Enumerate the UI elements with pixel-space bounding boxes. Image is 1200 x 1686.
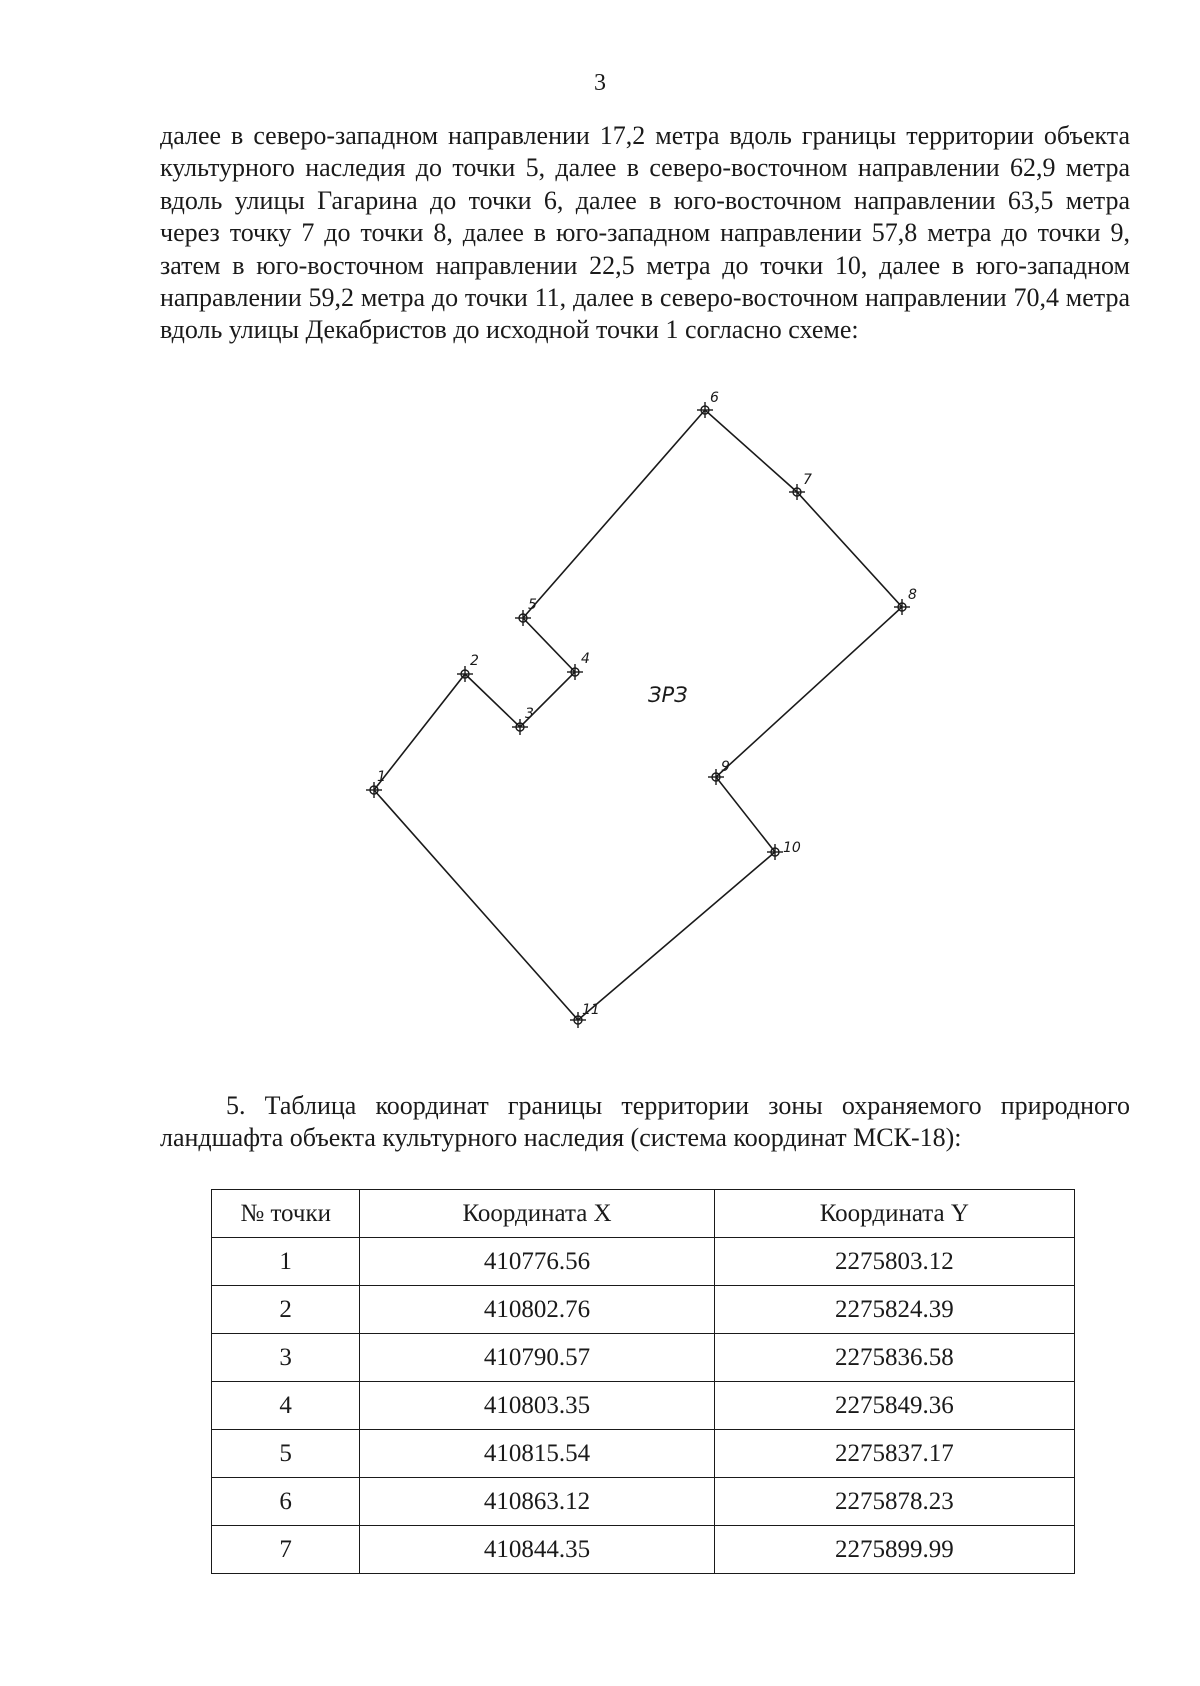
cell-point-number: 1 <box>212 1238 360 1286</box>
cell-coordinate-x: 410844.35 <box>360 1526 714 1574</box>
cell-coordinate-x: 410863.12 <box>360 1478 714 1526</box>
table-row <box>212 1430 1075 1478</box>
cell-point-number: 2 <box>212 1286 360 1334</box>
point-label: 2 <box>470 653 479 669</box>
cell-coordinate-x: 410790.57 <box>360 1334 714 1382</box>
point-label: 7 <box>803 472 812 488</box>
cell-coordinate-y: 2275803.12 <box>714 1238 1074 1286</box>
point-label: 8 <box>908 587 917 603</box>
point-label: 6 <box>710 390 719 406</box>
cell-coordinate-y: 2275836.58 <box>714 1334 1074 1382</box>
coordinates-table <box>211 1189 1075 1574</box>
point-markers <box>366 402 910 1028</box>
cell-coordinate-x: 410802.76 <box>360 1286 714 1334</box>
point-label: 9 <box>721 759 730 775</box>
cell-coordinate-y: 2275849.36 <box>714 1382 1074 1430</box>
table-row <box>212 1238 1075 1286</box>
point-label: 1 <box>377 769 386 785</box>
table-row <box>212 1334 1075 1382</box>
table-row <box>212 1382 1075 1430</box>
cell-point-number: 4 <box>212 1382 360 1430</box>
boundary-polygon <box>374 410 902 1020</box>
cell-point-number: 7 <box>212 1526 360 1574</box>
cell-coordinate-x: 410815.54 <box>360 1430 714 1478</box>
zone-label: ЗРЗ <box>648 683 688 707</box>
cell-coordinate-y: 2275878.23 <box>714 1478 1074 1526</box>
cell-point-number: 5 <box>212 1430 360 1478</box>
cell-coordinate-x: 410803.35 <box>360 1382 714 1430</box>
cell-point-number: 6 <box>212 1478 360 1526</box>
point-label: 3 <box>525 706 534 722</box>
point-label: 4 <box>581 651 590 667</box>
table-row <box>212 1526 1075 1574</box>
header-coordinate-y: Координата Y <box>714 1190 1074 1238</box>
table-row <box>212 1478 1075 1526</box>
boundary-description: далее в северо-западном направлении 17,2 метра вдоль границы территории объекта культурного наследия до точки 5, далее в северо-восточном направлении 62,9 метра вдоль улицы Гагарина до точки 6, далее в юго-восточном направлении 63,5 метра через точку 7 до точки 8, далее в юго-западном направлении 57,8 метра до точки 9, затем в юго-восточном направлении 22,5 метра до точки 10, далее в юго-западном направлении 59,2 метра до точки 11, далее в северо-восточном направлении 70,4 метра вдоль улицы Декабристов до исходной точки 1 согласно схеме: <box>160 121 1130 345</box>
cell-coordinate-x: 410776.56 <box>360 1238 714 1286</box>
point-label: 11 <box>582 1002 600 1018</box>
cell-coordinate-y: 2275837.17 <box>714 1430 1074 1478</box>
point-label: 5 <box>528 597 537 613</box>
table-row <box>212 1286 1075 1334</box>
section-heading: 5. Таблица координат границы территории зоны охраняемого природного ландшафта объекта культурного наследия (система координат МСК-18): <box>160 1091 1130 1153</box>
table-header-row <box>212 1190 1075 1238</box>
cell-coordinate-y: 2275899.99 <box>714 1526 1074 1574</box>
cell-coordinate-y: 2275824.39 <box>714 1286 1074 1334</box>
point-label: 10 <box>783 840 801 856</box>
header-point-number: № точки <box>212 1190 360 1238</box>
page-number: 3 <box>594 70 606 96</box>
header-coordinate-x: Координата X <box>360 1190 714 1238</box>
point-labels <box>377 390 917 1018</box>
cell-point-number: 3 <box>212 1334 360 1382</box>
